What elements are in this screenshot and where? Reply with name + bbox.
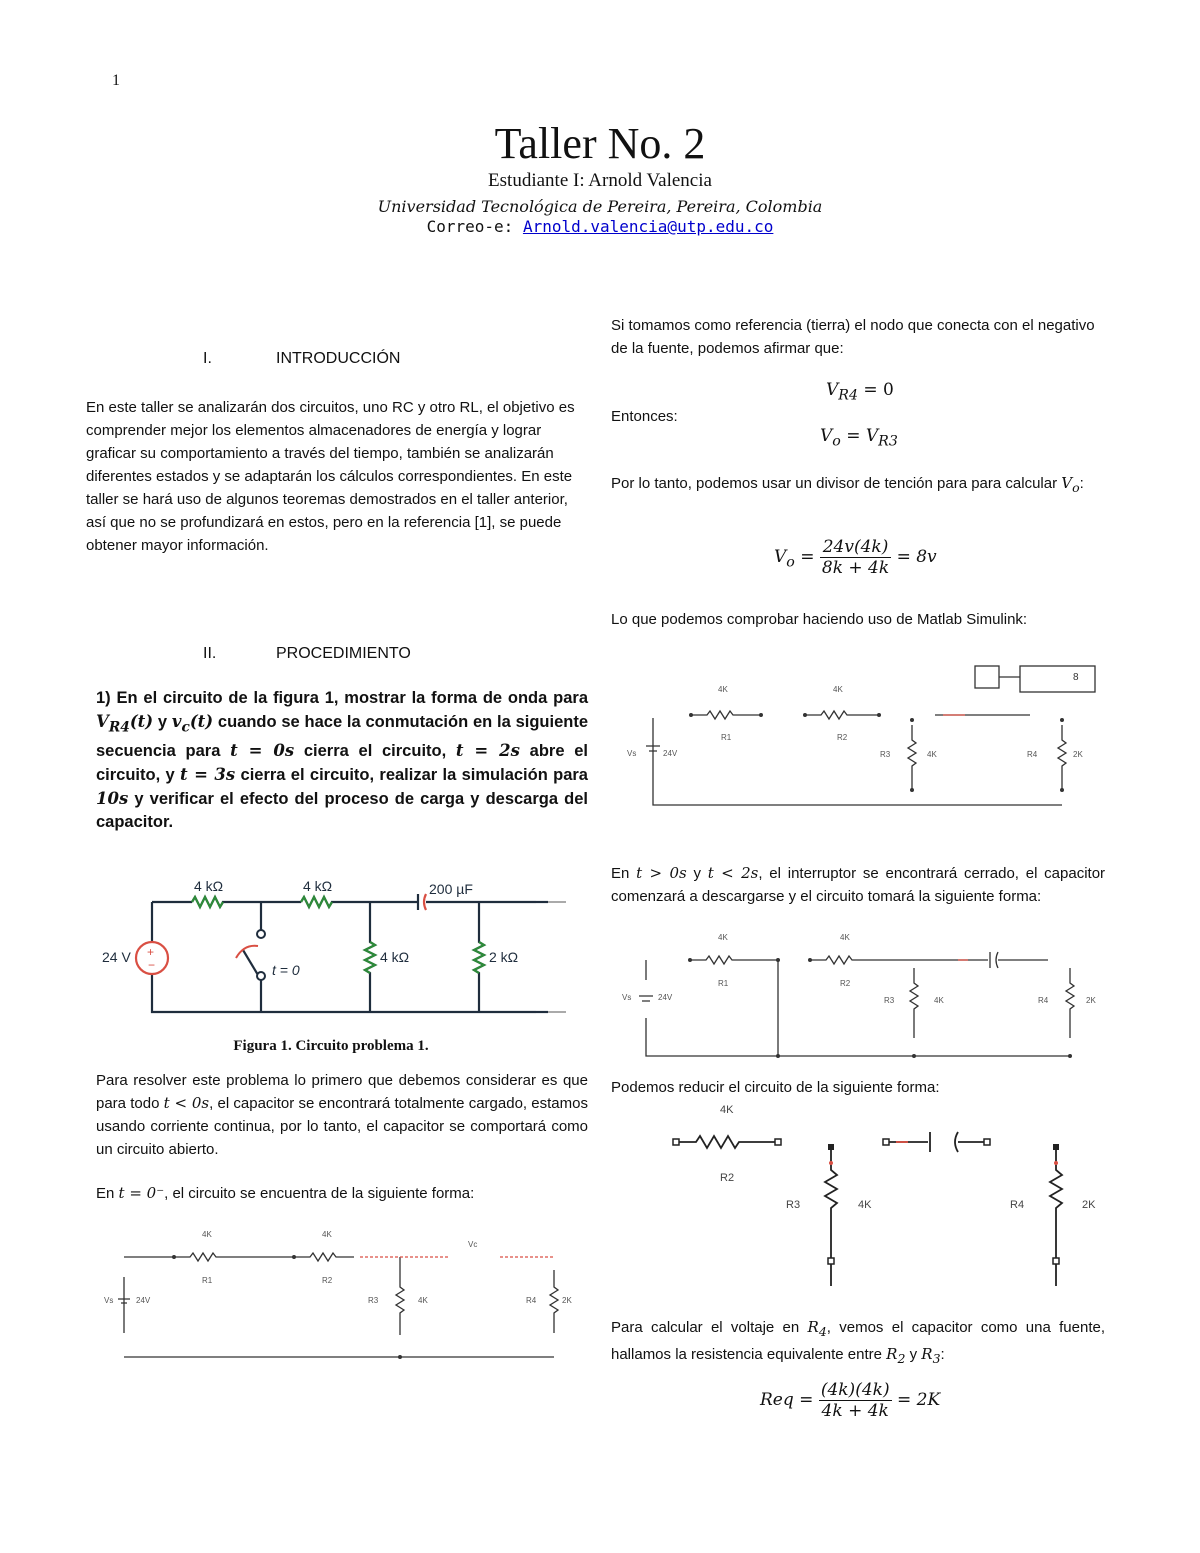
section-number: II. [203,645,217,662]
paragraph-switch-closed: En t > 0s y t < 2s, el interruptor se encontrará cerrado, el capacitor comenzará a descargarse y el circuito tomará la siguiente forma: [611,864,1106,905]
sim3-r1-name: R1 [718,979,729,988]
email-label: Correo-e: [426,217,514,236]
equation-vo: $V_o = V_{R3}$ [820,426,898,450]
svg-text:+: + [147,945,155,959]
section-intro-heading [203,350,503,372]
sim4-r2-val: 4K [720,1104,734,1116]
sim4-r4-name: R4 [1010,1199,1025,1211]
sim2-r4-name: R4 [1027,750,1038,759]
sim3-r3-name: R3 [884,996,895,1005]
paper-title: Taller No. 2 [494,119,706,168]
section-title: PROCEDIMIENTO [276,645,411,662]
fig1-cap-label: 200 µF [429,881,473,897]
sim4-r3-name: R3 [786,1199,801,1211]
sim1-r4-name: R4 [526,1296,537,1305]
figure1-circuit [96,872,566,1022]
then-label: Entonces: [611,408,678,425]
sim3-r4-name: R4 [1038,996,1049,1005]
intro-paragraph: En este taller se analizarán dos circuitos, uno RC y otro RL, el objetivo es comprender mejor los elementos almacenadores de energía y lograr graficar su comportamiento a través del tiempo, también se analizarán diferentes estados y se adaptarán los cálculos correspondientes. En este taller se hará uso de algunos teoremas demostrados en el taller anterior, así que no se profundizará en estos, pero en la referencia [1], se puede obtener mayor información. [86,399,575,554]
sim1-r2-val: 4K [322,1230,332,1239]
email-link[interactable]: Arnold.valencia@utp.edu.co [522,217,774,236]
paragraph-open-circuit: Para resolver este problema lo primero que debemos considerar es que para todo t < 0s, el capacitor se encontrará totalmente cargado, estamos usando corriente continua, por lo tanto, el capacitor se comportará como un circuito abierto. [96,1072,588,1158]
sim4-r4-val: 2K [1082,1199,1096,1211]
simulink-circuit-check [625,660,1105,810]
sim4-r3-val: 4K [858,1199,872,1211]
university: Universidad Tecnológica de Pereira, Pereira, Colombia [377,197,823,216]
sim1-r1-val: 4K [202,1230,212,1239]
fig1-r2-label: 4 kΩ [303,878,333,894]
section-title: INTRODUCCIÓN [276,350,401,367]
sim2-r2-val: 4K [833,685,843,694]
paragraph-reduce: Podemos reducir el circuito de la siguiente forma: [611,1079,940,1096]
sim2-vs-val: 24V [663,749,678,758]
sim2-vs: Vs [627,749,637,758]
fig1-r3-label: 4 kΩ [380,949,410,965]
sim4-r2-name: R2 [720,1172,735,1184]
sim2-r1-name: R1 [721,733,732,742]
problem-statement: 1) En el circuito de la figura 1, mostrar la forma de onda para $V_{R4}(t)$ y $v_c(t)$ cuando se hace la conmutación en la siguiente secuencia para t = 0s cierra el circuito, t = 2s abre el circuito, y t = 3s cierra el circuito, realizar la simulación para 10s y verificar el efecto del proceso de carga y descarga del capacitor. [96,689,589,832]
sim2-r2-name: R2 [837,733,848,742]
sim1-vs-val: 24V [136,1296,151,1305]
email-line [0,217,1200,236]
sim3-r4-val: 2K [1086,996,1096,1005]
sim3-r1-val: 4K [718,933,728,942]
sim3-vs-val: 24V [658,993,673,1002]
svg-text:−: − [148,958,156,972]
simulink-circuit-closed [618,928,1108,1060]
page-number: 1 [112,72,120,89]
sim3-r2-name: R2 [840,979,851,988]
paragraph-r4-voltage: Para calcular el voltaje en $R_4$, vemos el capacitor como una fuente, hallamos la resistencia equivalente entre $R_2$ y $R_3$: [611,1318,1105,1366]
sim2-display-value: 8 [1073,672,1079,683]
simulink-circuit-reduced [668,1098,1108,1288]
sim2-r1-val: 4K [718,685,728,694]
paragraph-divider: Por lo tanto, podemos usar un divisor de tención para para calcular $V_o$: [611,474,1084,495]
simulink-circuit-t0 [104,1225,572,1365]
sim2-r4-val: 2K [1073,750,1083,759]
fig1-r4-label: 2 kΩ [489,949,519,965]
equation-divider: $V_o$ = $\frac{24v(4k)}{8k + 4k}$ = 8v [774,537,937,578]
paragraph-t0: En t = 0⁻, el circuito se encuentra de la siguiente forma: [96,1184,475,1202]
sim1-r3-val: 4K [418,1296,428,1305]
figure1-caption: Figura 1. Circuito problema 1. [233,1038,429,1054]
sim1-r1-name: R1 [202,1276,213,1285]
sim2-r3-name: R3 [880,750,891,759]
sim2-r3-val: 4K [927,750,937,759]
equation-req: Req = $\frac{(4k)(4k)}{4k + 4k}$ = 2K [760,1380,941,1421]
student-name: Estudiante I: Arnold Valencia [488,170,712,191]
equation-vr4: $V_{R4} = 0$ [826,380,894,404]
sim3-r2-val: 4K [840,933,850,942]
sim1-r2-name: R2 [322,1276,333,1285]
sim1-vs: Vs [104,1296,114,1305]
paragraph-matlab: Lo que podemos comprobar haciendo uso de Matlab Simulink: [611,611,1028,628]
fig1-r1-label: 4 kΩ [194,878,224,894]
section-number: I. [203,350,212,367]
sim1-r4-val: 2K [562,1296,572,1305]
sim1-vc: Vc [468,1240,478,1249]
paragraph-reference: Si tomamos como referencia (tierra) el nodo que conecta con el negativo de la fuente, podemos afirmar que: [611,317,1095,357]
fig1-source-label: 24 V [102,949,131,965]
sim3-r3-val: 4K [934,996,944,1005]
sim1-r3-name: R3 [368,1296,379,1305]
section-procedure-heading [203,645,503,667]
sim3-vs: Vs [622,993,632,1002]
fig1-switch-label: t = 0 [272,962,300,978]
